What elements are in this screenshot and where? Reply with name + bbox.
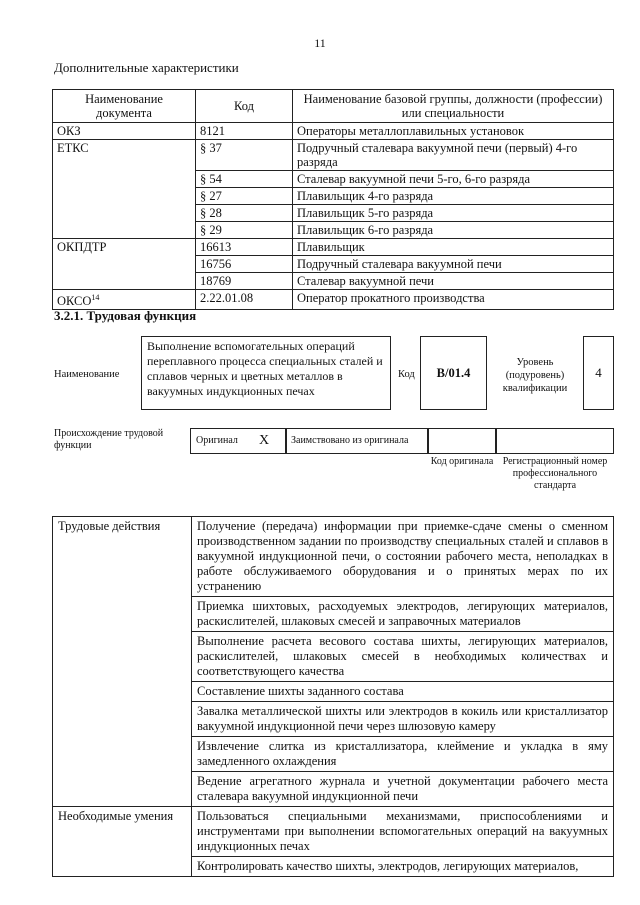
- code-cell: § 28: [196, 205, 293, 222]
- code-label: Код: [398, 369, 415, 380]
- labor-action-item: Составление шихты заданного состава: [192, 682, 614, 702]
- borrowed-label: Заимствовано из оригинала: [291, 435, 409, 446]
- function-code-box: B/01.4: [420, 336, 487, 410]
- name-cell: Подручный сталевара вакуумной печи (первый) 4-го разряда: [293, 140, 614, 171]
- doc-cell: ОКПДТР: [53, 239, 196, 290]
- okso-footnote: 14: [91, 293, 100, 302]
- labor-action-item: Ведение агрегатного журнала и учетной документации рабочего места сталевара вакуумной индукционной печи: [192, 772, 614, 807]
- code-cell: 8121: [196, 123, 293, 140]
- actions-table: [52, 516, 614, 877]
- section-title: 3.2.1. Трудовая функция: [54, 308, 197, 323]
- original-label: Оригинал: [196, 435, 238, 446]
- reg-number-box: [496, 428, 614, 454]
- labor-actions-label: Трудовые действия: [53, 517, 192, 807]
- table-row: [53, 517, 614, 597]
- skill-item: Пользоваться специальными механизмами, приспособлениями и инструментами при выполнении вспомогательных операций на вакуумных индукционных печах: [192, 807, 614, 857]
- table-row: [53, 123, 614, 140]
- name-cell: Сталевар вакуумной печи: [293, 273, 614, 290]
- code-cell: 18769: [196, 273, 293, 290]
- code-cell: § 54: [196, 171, 293, 188]
- code-cell: 16756: [196, 256, 293, 273]
- doc-cell: ЕТКС: [53, 140, 196, 239]
- labor-action-item: Извлечение слитка из кристаллизатора, клеймение и укладка в яму замедленного охлаждения: [192, 737, 614, 772]
- function-name-box: Выполнение вспомогательных операций переплавного процесса специальных сталей и сплавов черных и цветных металлов в вакуумных индукционных печах: [141, 336, 391, 410]
- code-cell: § 27: [196, 188, 293, 205]
- okso-label: ОКСО: [57, 294, 92, 309]
- table-row: [53, 290, 614, 310]
- additional-characteristics-title: Дополнительные характеристики: [54, 60, 239, 75]
- table-row: [53, 239, 614, 256]
- header-document: Наименование документа: [53, 90, 196, 123]
- code-cell: 2.22.01.08: [196, 290, 293, 310]
- borrowed-box: [286, 428, 428, 454]
- table-row: [53, 807, 614, 857]
- doc-cell: ОКЗ: [53, 123, 196, 140]
- doc-cell: [53, 290, 196, 310]
- name-cell: Подручный сталевара вакуумной печи: [293, 256, 614, 273]
- name-cell: Операторы металлоплавильных установок: [293, 123, 614, 140]
- skills-label: Необходимые умения: [53, 807, 192, 877]
- name-cell: Оператор прокатного производства: [293, 290, 614, 310]
- skill-item: Контролировать качество шихты, электродов, легирующих материалов,: [192, 857, 614, 877]
- code-cell: § 37: [196, 140, 293, 171]
- documents-table: [52, 89, 614, 310]
- name-cell: Плавильщик 4-го разряда: [293, 188, 614, 205]
- page-number: 11: [314, 36, 326, 50]
- name-cell: Плавильщик 6-го разряда: [293, 222, 614, 239]
- code-original-box: [428, 428, 496, 454]
- level-box: 4: [583, 336, 614, 410]
- original-mark: X: [259, 433, 270, 448]
- code-original-label: Код оригинала: [430, 456, 494, 467]
- reg-number-label: Регистрационный номер профессионального стандарта: [502, 456, 608, 491]
- table-row: [53, 140, 614, 171]
- labor-action-item: Приемка шихтовых, расходуемых электродов, легирующих материалов, раскислителей, шлаковых смесей и заправочных материалов: [192, 597, 614, 632]
- labor-action-item: Завалка металлической шихты или электродов в кокиль или кристаллизатор вакуумной индукционной печи через шлюзовую камеру: [192, 702, 614, 737]
- level-label: Уровень (подуровень) квалификации: [502, 357, 568, 394]
- name-cell: Сталевар вакуумной печи 5-го, 6-го разряда: [293, 171, 614, 188]
- name-cell: Плавильщик: [293, 239, 614, 256]
- name-label: Наименование: [54, 369, 120, 380]
- origin-label: Происхождение трудовой функции: [54, 428, 164, 451]
- header-group-name: Наименование базовой группы, должности (профессии) или специальности: [293, 90, 614, 123]
- labor-action-item: Выполнение расчета весового состава шихты, легирующих материалов, раскислителей, шлаковых смесей в необходимых количествах и соответствующего качества: [192, 632, 614, 682]
- table-header-row: [53, 90, 614, 123]
- original-box: [190, 428, 286, 454]
- code-cell: 16613: [196, 239, 293, 256]
- labor-action-item: Получение (передача) информации при приемке-сдаче смены о сменном производственном задании по производству специальных сталей и сплавов в вакуумной индукционной печи, о состоянии рабочего места, неполадках в работе обслуживаемого оборудования и о принятых мерах по их устранению: [192, 517, 614, 597]
- name-cell: Плавильщик 5-го разряда: [293, 205, 614, 222]
- code-cell: § 29: [196, 222, 293, 239]
- header-code: Код: [196, 90, 293, 123]
